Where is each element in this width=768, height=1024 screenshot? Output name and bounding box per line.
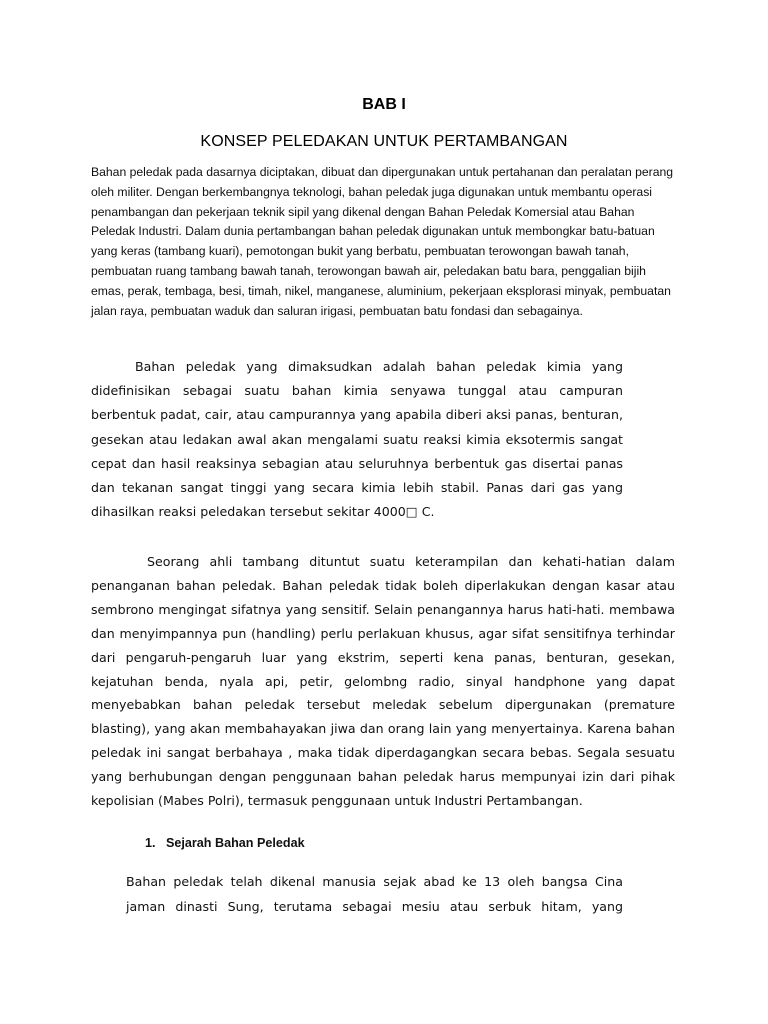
handling-paragraph: Seorang ahli tambang dituntut suatu keterampilan dan kehati-hatian dalam penanganan bahan peledak. Bahan peledak tidak boleh diperlakukan dengan kasar atau sembrono mengingat sifatnya yang sensitif. Selain penangannya harus hati-hati. membawa dan menyimpannya pun (handling) perlu perlakuan khusus, agar sifat sensitifnya terhindar dari pengaruh-pengaruh luar yang ekstrim, seperti kena panas, benturan, gesekan, kejatuhan benda, nyala api, petir, gelombng radio, sinyal handphone yang dapat menyebabkan bahan peledak tersebut meledak sebelum dipergunakan (premature blasting), yang akan membahayakan jiwa dan orang lain yang menyertainya. Karena bahan peledak ini sangat berbahaya , maka tidak diperdagangkan secara bebas. Segala sesuatu yang berhubungan dengan penggunaan bahan peledak harus mempunyai izin dari pihak kepolisian (Mabes Polri), termasuk penggunaan untuk Industri Pertambangan. (91, 554, 675, 809)
section-number: 1. (145, 836, 156, 850)
section-title: Sejarah Bahan Peledak (166, 836, 305, 850)
intro-paragraph: Bahan peledak pada dasarnya diciptakan, dibuat dan dipergunakan untuk pertahanan dan peralatan perang oleh militer. Dengan berkembangnya teknologi, bahan peledak juga digunakan untuk membantu operasi penambangan dan pekerjaan teknik sipil yang dikenal dengan Bahan Peledak Komersial atau Bahan Peledak Industri. Dalam dunia pertambangan bahan peledak digunakan untuk membongkar batu-batuan yang keras (tambang kuari), pemotongan bukit yang berbatu, pembuatan terowongan bawah tanah, pembuatan ruang tambang bawah tanah, terowongan bawah air, peledakan batu bara, penggalian bijih emas, perak, tembaga, besi, timah, nikel, manganese, aluminium, pekerjaan eksplorasi minyak, pembuatan jalan raya, pembuatan waduk dan saluran irigasi, pembuatan batu fondasi dan sebagainya. (91, 165, 674, 318)
section-heading (145, 836, 305, 850)
chapter-heading: BAB I (362, 96, 406, 113)
definition-paragraph: Bahan peledak yang dimaksudkan adalah bahan peledak kimia yang didefinisikan sebagai suatu bahan kimia senyawa tunggal atau campuran berbentuk padat, cair, atau campurannya yang apabila diberi aksi panas, benturan, gesekan atau ledakan awal akan mengalami suatu reaksi kimia eksotermis sangat cepat dan hasil reaksinya sebagian atau seluruhnya berbentuk gas disertai panas dan tekanan sangat tinggi yang secara kimia lebih stabil. Panas dari gas yang dihasilkan reaksi peledakan tersebut sekitar 4000□ C. (91, 359, 623, 520)
chapter-title: KONSEP PELEDAKAN UNTUK PERTAMBANGAN (200, 133, 568, 150)
history-paragraph: Bahan peledak telah dikenal manusia sejak abad ke 13 oleh bangsa Cina jaman dinasti Sung, terutama sebagai mesiu atau serbuk hitam, yang (126, 874, 623, 914)
